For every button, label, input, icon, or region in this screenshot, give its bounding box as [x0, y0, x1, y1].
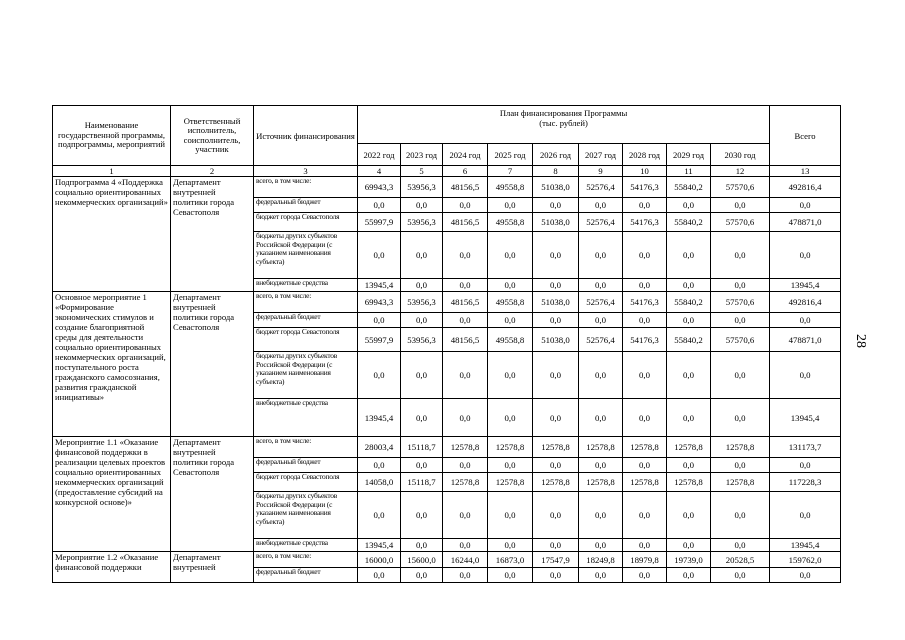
program-name-cell: Мероприятие 1.1 «Оказание финансовой поддержки в реализации целевых проектов социально ориентированных некоммерческих организаций (предоставление субсидий на конкурсной основе)» [53, 437, 171, 552]
year-value-cell: 49558,8 [488, 177, 533, 198]
year-value-cell: 0,0 [579, 352, 623, 399]
year-value-cell: 57570,6 [711, 213, 770, 232]
year-value-cell: 0,0 [533, 568, 579, 583]
funding-source-cell: бюджеты других субъектов Российской Федерации (с указанием наименования субъекта) [254, 492, 358, 539]
year-value-cell: 0,0 [488, 352, 533, 399]
header-index-cell: 9 [579, 166, 623, 177]
year-value-cell: 0,0 [401, 492, 443, 539]
year-value-cell: 0,0 [488, 458, 533, 473]
header-index-cell: 11 [667, 166, 711, 177]
year-value-cell: 15600,0 [401, 552, 443, 568]
year-value-cell: 13945,4 [358, 279, 401, 292]
year-value-cell: 51038,0 [533, 292, 579, 313]
year-value-cell: 0,0 [533, 539, 579, 552]
year-value-cell: 0,0 [358, 352, 401, 399]
year-value-cell: 49558,8 [488, 292, 533, 313]
year-value-cell: 0,0 [443, 399, 488, 437]
program-name-cell: Подпрограмма 4 «Поддержка социально ориентированных некоммерческих организаций» [53, 177, 171, 292]
year-value-cell: 0,0 [667, 458, 711, 473]
year-value-cell: 52576,4 [579, 177, 623, 198]
year-value-cell: 49558,8 [488, 213, 533, 232]
header-index-cell: 7 [488, 166, 533, 177]
funding-source-cell: федеральный бюджет [254, 198, 358, 213]
total-value-cell: 478871,0 [770, 328, 841, 352]
total-value-cell: 159762,0 [770, 552, 841, 568]
funding-source-cell: бюджет города Севастополя [254, 213, 358, 232]
year-value-cell: 0,0 [667, 539, 711, 552]
total-value-cell: 478871,0 [770, 213, 841, 232]
funding-source-cell: федеральный бюджет [254, 568, 358, 583]
year-value-cell: 0,0 [711, 313, 770, 328]
header-index-cell: 3 [254, 166, 358, 177]
year-value-cell: 12578,8 [533, 473, 579, 492]
year-value-cell: 0,0 [711, 399, 770, 437]
year-value-cell: 0,0 [667, 492, 711, 539]
year-value-cell: 49558,8 [488, 328, 533, 352]
year-value-cell: 53956,3 [401, 213, 443, 232]
year-value-cell: 12578,8 [579, 473, 623, 492]
year-value-cell: 0,0 [667, 352, 711, 399]
total-value-cell: 0,0 [770, 198, 841, 213]
year-value-cell: 0,0 [488, 198, 533, 213]
year-value-cell: 0,0 [443, 279, 488, 292]
year-value-cell: 51038,0 [533, 177, 579, 198]
year-value-cell: 16000,0 [358, 552, 401, 568]
table-row [53, 177, 841, 198]
year-value-cell: 69943,3 [358, 177, 401, 198]
year-value-cell: 0,0 [533, 198, 579, 213]
year-value-cell: 0,0 [443, 568, 488, 583]
total-value-cell: 13945,4 [770, 539, 841, 552]
year-value-cell: 0,0 [443, 313, 488, 328]
year-value-cell: 0,0 [533, 492, 579, 539]
year-value-cell: 15118,7 [401, 473, 443, 492]
year-value-cell: 54176,3 [623, 292, 667, 313]
year-value-cell: 0,0 [358, 198, 401, 213]
total-value-cell: 0,0 [770, 232, 841, 279]
year-value-cell: 0,0 [711, 539, 770, 552]
year-value-cell: 0,0 [711, 232, 770, 279]
funding-source-cell: бюджеты других субъектов Российской Федерации (с указанием наименования субъекта) [254, 352, 358, 399]
year-value-cell: 0,0 [623, 232, 667, 279]
year-value-cell: 0,0 [667, 313, 711, 328]
header-year: 2026 год [533, 144, 579, 166]
year-value-cell: 55997,9 [358, 328, 401, 352]
year-value-cell: 0,0 [579, 539, 623, 552]
total-value-cell: 13945,4 [770, 279, 841, 292]
year-value-cell: 0,0 [711, 352, 770, 399]
year-value-cell: 16873,0 [488, 552, 533, 568]
year-value-cell: 57570,6 [711, 292, 770, 313]
year-value-cell: 48156,5 [443, 328, 488, 352]
year-value-cell: 0,0 [443, 352, 488, 399]
year-value-cell: 48156,5 [443, 292, 488, 313]
year-value-cell: 0,0 [401, 279, 443, 292]
year-value-cell: 0,0 [623, 313, 667, 328]
header-year: 2023 год [401, 144, 443, 166]
year-value-cell: 0,0 [579, 313, 623, 328]
year-value-cell: 0,0 [623, 352, 667, 399]
table-row [53, 292, 841, 313]
year-value-cell: 0,0 [711, 492, 770, 539]
year-value-cell: 0,0 [579, 399, 623, 437]
header-year: 2022 год [358, 144, 401, 166]
funding-source-cell: бюджет города Севастополя [254, 328, 358, 352]
year-value-cell: 55840,2 [667, 292, 711, 313]
year-value-cell: 0,0 [579, 232, 623, 279]
year-value-cell: 13945,4 [358, 399, 401, 437]
year-value-cell: 48156,5 [443, 213, 488, 232]
program-name-cell: Мероприятие 1.2 «Оказание финансовой поддержки [53, 552, 171, 583]
year-value-cell: 0,0 [711, 279, 770, 292]
year-value-cell: 12578,8 [488, 437, 533, 458]
header-index-cell: 4 [358, 166, 401, 177]
year-value-cell: 0,0 [488, 568, 533, 583]
year-value-cell: 0,0 [443, 458, 488, 473]
header-year: 2025 год [488, 144, 533, 166]
year-value-cell: 53956,3 [401, 328, 443, 352]
year-value-cell: 0,0 [358, 492, 401, 539]
year-value-cell: 52576,4 [579, 292, 623, 313]
header-index-cell: 10 [623, 166, 667, 177]
year-value-cell: 0,0 [358, 568, 401, 583]
year-value-cell: 0,0 [401, 458, 443, 473]
year-value-cell: 52576,4 [579, 213, 623, 232]
year-value-cell: 0,0 [667, 198, 711, 213]
header-name: Наименование государственной программы, подпрограммы, мероприятий [53, 106, 171, 166]
total-value-cell: 13945,4 [770, 399, 841, 437]
year-value-cell: 12578,8 [711, 473, 770, 492]
header-index-cell: 8 [533, 166, 579, 177]
year-value-cell: 48156,5 [443, 177, 488, 198]
year-value-cell: 0,0 [401, 539, 443, 552]
total-value-cell: 492816,4 [770, 292, 841, 313]
year-value-cell: 0,0 [401, 568, 443, 583]
funding-source-cell: внебюджетные средства [254, 279, 358, 292]
funding-source-cell: всего, в том числе: [254, 177, 358, 198]
year-value-cell: 12578,8 [443, 473, 488, 492]
year-value-cell: 0,0 [667, 568, 711, 583]
year-value-cell: 0,0 [667, 232, 711, 279]
year-value-cell: 0,0 [488, 279, 533, 292]
year-value-cell: 0,0 [579, 279, 623, 292]
header-year: 2028 год [623, 144, 667, 166]
year-value-cell: 18249,8 [579, 552, 623, 568]
year-value-cell: 0,0 [533, 399, 579, 437]
header-index-cell: 12 [711, 166, 770, 177]
year-value-cell: 0,0 [667, 399, 711, 437]
funding-source-cell: всего, в том числе: [254, 552, 358, 568]
year-value-cell: 20528,5 [711, 552, 770, 568]
year-value-cell: 54176,3 [623, 177, 667, 198]
header-year: 2030 год [711, 144, 770, 166]
header-year: 2027 год [579, 144, 623, 166]
year-value-cell: 16244,0 [443, 552, 488, 568]
funding-source-cell: внебюджетные средства [254, 539, 358, 552]
total-value-cell: 131173,7 [770, 437, 841, 458]
year-value-cell: 0,0 [443, 232, 488, 279]
year-value-cell: 18979,8 [623, 552, 667, 568]
year-value-cell: 53956,3 [401, 177, 443, 198]
header-source: Источник финансирования [254, 106, 358, 166]
year-value-cell: 57570,6 [711, 177, 770, 198]
total-value-cell: 0,0 [770, 492, 841, 539]
year-value-cell: 0,0 [623, 539, 667, 552]
header-total: Всего [770, 106, 841, 166]
year-value-cell: 0,0 [623, 399, 667, 437]
header-index-cell: 6 [443, 166, 488, 177]
year-value-cell: 0,0 [533, 232, 579, 279]
year-value-cell: 12578,8 [667, 437, 711, 458]
total-value-cell: 492816,4 [770, 177, 841, 198]
total-value-cell: 0,0 [770, 313, 841, 328]
year-value-cell: 0,0 [488, 232, 533, 279]
year-value-cell: 69943,3 [358, 292, 401, 313]
year-value-cell: 12578,8 [667, 473, 711, 492]
year-value-cell: 0,0 [488, 399, 533, 437]
header-plan-title: План финансирования Программы [499, 108, 628, 118]
total-value-cell: 0,0 [770, 458, 841, 473]
financing-table [52, 105, 841, 583]
year-value-cell: 0,0 [623, 198, 667, 213]
year-value-cell: 0,0 [667, 279, 711, 292]
executor-cell: Департамент внутренней политики города Севастополя [171, 177, 254, 292]
year-value-cell: 55997,9 [358, 213, 401, 232]
year-value-cell: 0,0 [579, 458, 623, 473]
year-value-cell: 0,0 [579, 492, 623, 539]
year-value-cell: 0,0 [579, 198, 623, 213]
year-value-cell: 12578,8 [579, 437, 623, 458]
year-value-cell: 0,0 [443, 539, 488, 552]
header-index-cell: 13 [770, 166, 841, 177]
header-index-cell: 5 [401, 166, 443, 177]
year-value-cell: 54176,3 [623, 213, 667, 232]
year-value-cell: 54176,3 [623, 328, 667, 352]
year-value-cell: 0,0 [533, 313, 579, 328]
executor-cell: Департамент внутренней политики города Севастополя [171, 292, 254, 437]
total-value-cell: 117228,3 [770, 473, 841, 492]
year-value-cell: 52576,4 [579, 328, 623, 352]
funding-source-cell: всего, в том числе: [254, 292, 358, 313]
year-value-cell: 0,0 [579, 568, 623, 583]
total-value-cell: 0,0 [770, 352, 841, 399]
year-value-cell: 0,0 [401, 198, 443, 213]
year-value-cell: 55840,2 [667, 328, 711, 352]
year-value-cell: 0,0 [488, 492, 533, 539]
year-value-cell: 12578,8 [533, 437, 579, 458]
year-value-cell: 13945,4 [358, 539, 401, 552]
page-number: 28 [853, 334, 868, 348]
header-executor: Ответственный исполнитель, соисполнитель, участник [171, 106, 254, 166]
year-value-cell: 12578,8 [488, 473, 533, 492]
year-value-cell: 0,0 [623, 458, 667, 473]
year-value-cell: 0,0 [443, 492, 488, 539]
year-value-cell: 19739,0 [667, 552, 711, 568]
funding-source-cell: федеральный бюджет [254, 313, 358, 328]
year-value-cell: 55840,2 [667, 177, 711, 198]
year-value-cell: 0,0 [443, 198, 488, 213]
year-value-cell: 0,0 [711, 458, 770, 473]
year-value-cell: 0,0 [623, 492, 667, 539]
year-value-cell: 0,0 [623, 279, 667, 292]
header-index-cell: 2 [171, 166, 254, 177]
funding-source-cell: федеральный бюджет [254, 458, 358, 473]
year-value-cell: 0,0 [401, 352, 443, 399]
funding-source-cell: внебюджетные средства [254, 399, 358, 437]
program-name-cell: Основное мероприятие 1 «Формирование экономических стимулов и создание благоприятной среды для деятельности социально ориентированных некоммерческих организаций, поступательного роста гражданского самосознания, развития гражданской инициативы» [53, 292, 171, 437]
funding-source-cell: всего, в том числе: [254, 437, 358, 458]
table-row [53, 552, 841, 568]
header-plan-unit: (тыс. рублей) [539, 118, 588, 128]
year-value-cell: 0,0 [401, 232, 443, 279]
year-value-cell: 0,0 [623, 568, 667, 583]
header-plan [358, 106, 770, 144]
executor-cell: Департамент внутренней политики города Севастополя [171, 437, 254, 552]
header-year: 2024 год [443, 144, 488, 166]
year-value-cell: 0,0 [401, 399, 443, 437]
year-value-cell: 17547,9 [533, 552, 579, 568]
year-value-cell: 0,0 [533, 352, 579, 399]
table-row [53, 437, 841, 458]
year-value-cell: 0,0 [358, 232, 401, 279]
year-value-cell: 57570,6 [711, 328, 770, 352]
year-value-cell: 51038,0 [533, 213, 579, 232]
year-value-cell: 14058,0 [358, 473, 401, 492]
year-value-cell: 0,0 [358, 313, 401, 328]
funding-source-cell: бюджет города Севастополя [254, 473, 358, 492]
year-value-cell: 12578,8 [623, 437, 667, 458]
funding-source-cell: бюджеты других субъектов Российской Федерации (с указанием наименования субъекта) [254, 232, 358, 279]
year-value-cell: 0,0 [401, 313, 443, 328]
year-value-cell: 51038,0 [533, 328, 579, 352]
year-value-cell: 0,0 [358, 458, 401, 473]
year-value-cell: 53956,3 [401, 292, 443, 313]
year-value-cell: 0,0 [488, 313, 533, 328]
year-value-cell: 15118,7 [401, 437, 443, 458]
year-value-cell: 28003,4 [358, 437, 401, 458]
year-value-cell: 12578,8 [443, 437, 488, 458]
year-value-cell: 12578,8 [623, 473, 667, 492]
financing-table-sheet [52, 105, 841, 583]
year-value-cell: 0,0 [533, 279, 579, 292]
year-value-cell: 0,0 [533, 458, 579, 473]
year-value-cell: 0,0 [711, 198, 770, 213]
header-year: 2029 год [667, 144, 711, 166]
total-value-cell: 0,0 [770, 568, 841, 583]
year-value-cell: 55840,2 [667, 213, 711, 232]
executor-cell: Департамент внутренней [171, 552, 254, 583]
header-index-cell: 1 [53, 166, 171, 177]
year-value-cell: 12578,8 [711, 437, 770, 458]
year-value-cell: 0,0 [488, 539, 533, 552]
year-value-cell: 0,0 [711, 568, 770, 583]
